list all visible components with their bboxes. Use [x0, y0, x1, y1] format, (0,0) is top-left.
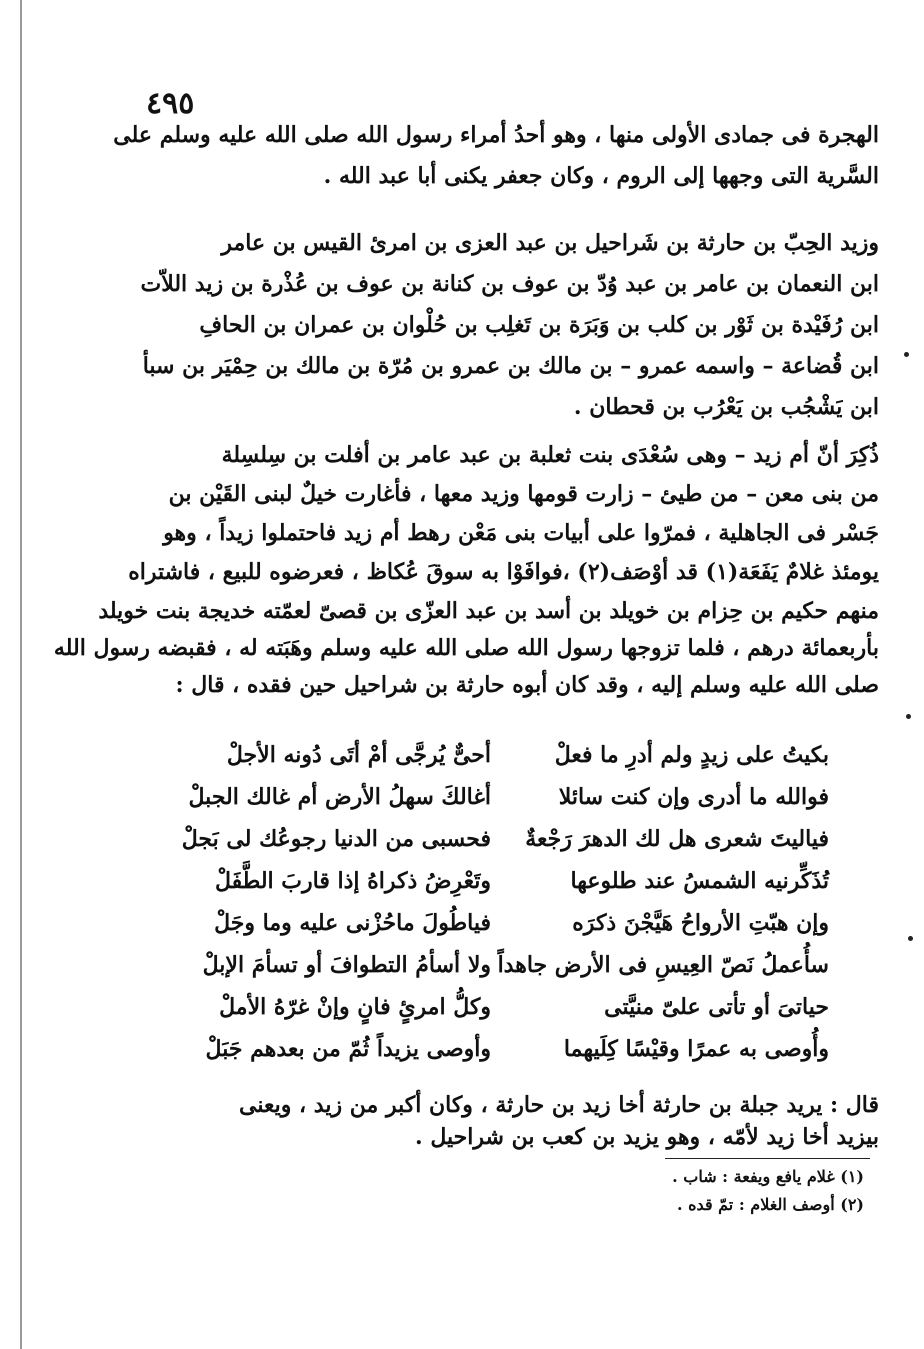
poem-hemistich-second: أحىٌّ يُرجَّى أمْ أتَى دُونه الأجلْ [226, 742, 491, 768]
text-line: منهم حكيم بن حِزام بن خويلد بن أسد بن عبد العزّى بن قصىّ لعمّته خديجة بنت خويلد [98, 598, 879, 624]
poem-hemistich-first: وأُوصى به عمرًا وقيْسًا كِلَيهما [563, 1036, 829, 1062]
margin-mark-dot [906, 714, 911, 719]
text-line: يومئذ غلامٌ يَفَعَة(١) قد أوْصَف(٢) ،فوافَوْا به سوقَ عُكاظ ، فعرضوه للبيع ، فاشتراه [128, 559, 879, 585]
poem-hemistich-second: وأوصى يزيداً ثُمّ من بعدهم جَبَلْ [205, 1036, 491, 1062]
poem-hemistich-second: وكلُّ امرئٍ فانٍ وإنْ غرّهُ الأملْ [219, 994, 491, 1020]
margin-mark-dot [904, 352, 909, 357]
story-paragraph [53, 438, 879, 728]
poem-hemistich-first: سأُعملُ نَصّ العِيسِ فى الأرض جاهداً [497, 952, 829, 978]
footnote: (٢) أوصف الغلام : تمّ قده . [677, 1195, 864, 1214]
text-line: قال : يريد جبلة بن حارثة أخا زيد بن حارثة ، وكان أكبر من زيد ، ويعنى [239, 1092, 879, 1118]
poem-hemistich-first: حياتىَ أو تأتى علىّ منيَّتى [604, 994, 829, 1020]
text-line: ابن النعمان بن عامر بن عبد وُدّ بن عوف بن كنانة بن عوف بن عُذْرة بن زيد اللاّت [140, 271, 879, 297]
text-line: من بنى معن – من طيئ – زارت قومها وزيد معها ، فأغارت خيلٌ لبنى القَيْن بن [168, 481, 879, 507]
text-line: ذُكِرَ أنّ أم زيد – وهى سُعْدَى بنت ثعلبة بن عبد عامر بن أفلت بن سِلسِلة [221, 442, 879, 468]
text-line: وزيد الحِبّ بن حارثة بن شَراحيل بن عبد العزى بن امرئ القيس بن عامر [221, 230, 879, 256]
genealogy-paragraph [140, 226, 879, 436]
intro-paragraph [113, 118, 879, 218]
text-line: بأربعمائة درهم ، فلما تزوجها رسول الله صلى الله عليه وسلم وهَبَته له ، فقبضه رسول الله [53, 635, 879, 661]
poem-hemistich-second: ولا أسأمُ التطوافَ أو تسأمَ الإبلْ [202, 952, 491, 978]
closing-paragraph [159, 1088, 879, 1158]
text-line: بيزيد أخا زيد لأمّه ، وهو يزيد بن كعب بن شراحيل . [415, 1124, 879, 1150]
text-line: السَّرية التى وجهها إلى الروم ، وكان جعفر يكنى أبا عبد الله . [323, 163, 879, 189]
footnotes [364, 1162, 864, 1222]
text-line: جَسْر فى الجاهلية ، فمرّوا على أبيات بنى مَعْن رهط أم زيد فاحتملوا زيداً ، وهو [163, 520, 879, 546]
poem-hemistich-second: أغالكَ سهلُ الأرض أم غالك الجبلْ [188, 784, 491, 810]
scan-edge-line [20, 0, 22, 1349]
page-number: ٤٩٥ [146, 86, 195, 121]
poem-hemistich-second: فحسبى من الدنيا رجوعُك لى بَجلْ [181, 826, 491, 852]
poem-hemistich-first: تُذَكِّرنيه الشمسُ عند طلوعها [570, 868, 829, 894]
poem-hemistich-first: بكيتُ على زيدٍ ولم أدرِ ما فعلْ [554, 742, 829, 768]
poem [139, 706, 829, 1078]
poem-hemistich-first: فوالله ما أدرى وإن كنت سائلا [558, 784, 829, 810]
text-line: صلى الله عليه وسلم إليه ، وقد كان أبوه حارثة بن شراحيل حين فقده ، قال : [175, 672, 879, 698]
text-line: الهجرة فى جمادى الأولى منها ، وهو أحدُ أمراء رسول الله صلى الله عليه وسلم على [113, 122, 879, 148]
text-line: ابن رُفَيْدة بن ثَوْر بن كلب بن وَبَرَة بن تَغلِب بن حُلْوان بن عمران بن الحافِ [199, 312, 879, 338]
margin-mark-dot [908, 936, 913, 941]
poem-hemistich-first: وإن هبّتِ الأرواحُ هَيَّجْنَ ذكرَه [572, 910, 829, 936]
text-line: ابن قُضاعة – واسمه عمرو – بن مالك بن عمرو بن مُرّة بن مالك بن حِمْيَر بن سبأ [142, 353, 879, 379]
poem-hemistich-second: فياطُولَ ماحُزْنى عليه وما وجَلْ [214, 910, 491, 936]
text-line: ابن يَشْجُب بن يَعْرُب بن قحطان . [573, 394, 879, 420]
footnote: (١) غلام يافع ويفعة : شاب . [672, 1167, 864, 1186]
poem-hemistich-first: فياليتَ شعرى هل لك الدهرَ رَجْعةٌ [525, 826, 829, 852]
footnote-divider [665, 1158, 870, 1159]
poem-hemistich-second: وتَعْرِضُ ذكراهُ إذا قاربَ الطَّفَلْ [214, 868, 491, 894]
